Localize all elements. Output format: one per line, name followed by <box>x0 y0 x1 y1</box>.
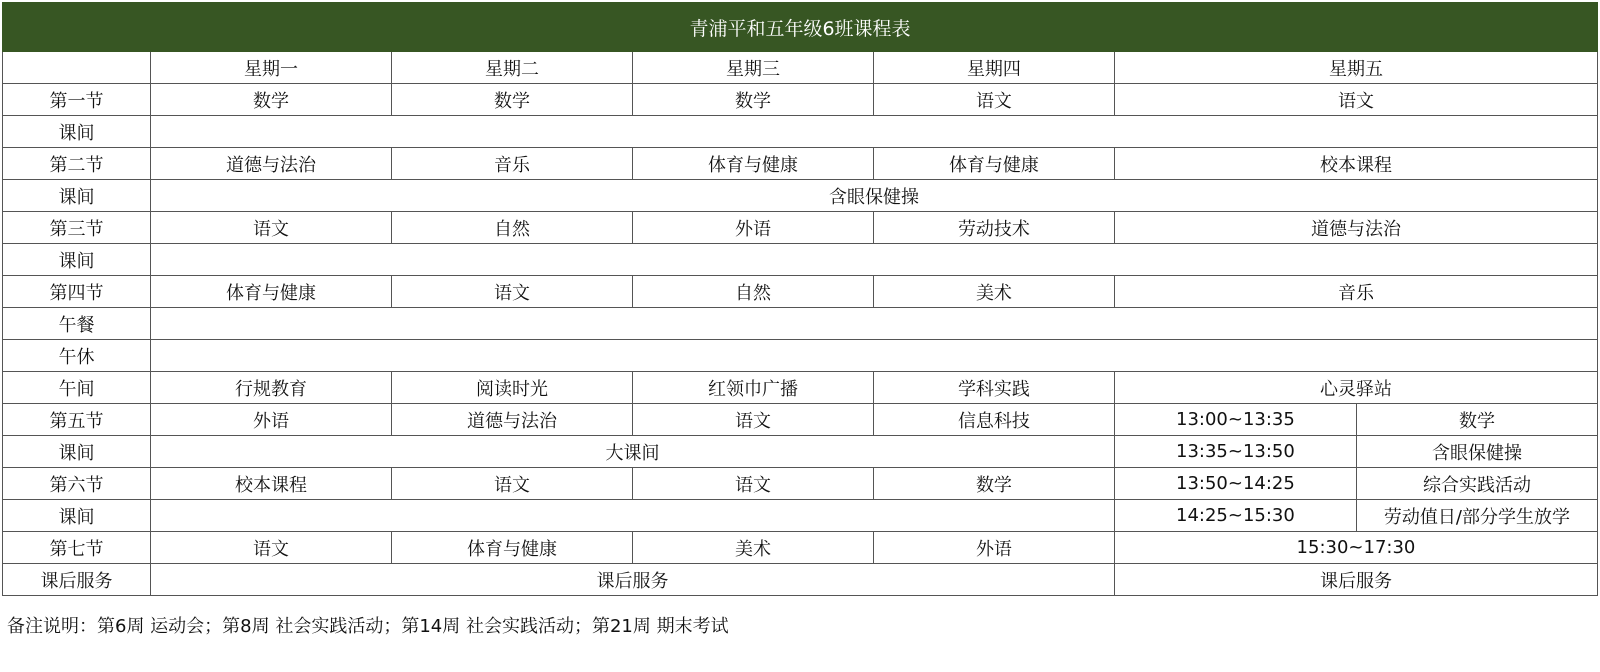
corner-cell <box>3 52 151 84</box>
lesson-cell: 心灵驿站 <box>1114 372 1597 404</box>
friday-time-cell: 14:25~15:30 <box>1114 500 1356 532</box>
friday-item-cell: 含眼保健操 <box>1356 436 1597 468</box>
break-cell <box>151 244 1598 276</box>
lesson-cell: 语文 <box>632 404 873 436</box>
row-label: 课间 <box>3 436 151 468</box>
friday-item-cell: 数学 <box>1356 404 1597 436</box>
break-cell <box>151 500 1115 532</box>
lesson-cell: 语文 <box>873 84 1114 116</box>
row-label: 第七节 <box>3 532 151 564</box>
lesson-cell: 语文 <box>392 468 633 500</box>
row-label: 午间 <box>3 372 151 404</box>
lesson-cell: 信息科技 <box>873 404 1114 436</box>
after-school-cell: 课后服务 <box>151 564 1115 596</box>
timetable <box>2 2 1598 596</box>
lesson-cell: 劳动技术 <box>873 212 1114 244</box>
lesson-cell: 学科实践 <box>873 372 1114 404</box>
lesson-cell: 美术 <box>873 276 1114 308</box>
day-header-tue: 星期二 <box>392 52 633 84</box>
period-7-row <box>3 532 1598 564</box>
break-2-row <box>3 180 1598 212</box>
row-label: 课间 <box>3 180 151 212</box>
row-label: 午休 <box>3 340 151 372</box>
lesson-cell: 语文 <box>1114 84 1597 116</box>
lesson-cell: 音乐 <box>392 148 633 180</box>
period-4-row <box>3 276 1598 308</box>
friday-time-cell: 13:35~13:50 <box>1114 436 1356 468</box>
row-label: 第二节 <box>3 148 151 180</box>
lesson-cell: 体育与健康 <box>873 148 1114 180</box>
lesson-cell: 数学 <box>392 84 633 116</box>
day-header-fri: 星期五 <box>1114 52 1597 84</box>
title-row <box>3 3 1598 52</box>
lesson-cell: 体育与健康 <box>151 276 392 308</box>
nap-row <box>3 340 1598 372</box>
period-5-row <box>3 404 1598 436</box>
lesson-cell: 语文 <box>151 212 392 244</box>
lesson-cell: 校本课程 <box>151 468 392 500</box>
lesson-cell: 体育与健康 <box>632 148 873 180</box>
break-cell: 大课间 <box>151 436 1115 468</box>
break-1-row <box>3 116 1598 148</box>
period-2-row <box>3 148 1598 180</box>
row-label: 第四节 <box>3 276 151 308</box>
lesson-cell: 美术 <box>632 532 873 564</box>
row-label: 课间 <box>3 116 151 148</box>
lunch-row <box>3 308 1598 340</box>
period-6-row <box>3 468 1598 500</box>
lesson-cell: 行规教育 <box>151 372 392 404</box>
friday-item-cell: 综合实践活动 <box>1356 468 1597 500</box>
noon-row <box>3 372 1598 404</box>
row-label: 午餐 <box>3 308 151 340</box>
break-cell <box>151 308 1598 340</box>
row-label: 第一节 <box>3 84 151 116</box>
break-5-row <box>3 436 1598 468</box>
lesson-cell: 外语 <box>151 404 392 436</box>
row-label: 课后服务 <box>3 564 151 596</box>
lesson-cell: 语文 <box>151 532 392 564</box>
break-3-row <box>3 244 1598 276</box>
break-6-row <box>3 500 1598 532</box>
lesson-cell: 道德与法治 <box>392 404 633 436</box>
lesson-cell: 数学 <box>632 84 873 116</box>
timetable-title: 青浦平和五年级6班课程表 <box>3 3 1598 52</box>
lesson-cell: 数学 <box>151 84 392 116</box>
lesson-cell: 阅读时光 <box>392 372 633 404</box>
lesson-cell: 体育与健康 <box>392 532 633 564</box>
after-school-row <box>3 564 1598 596</box>
break-cell: 含眼保健操 <box>151 180 1598 212</box>
row-label: 课间 <box>3 500 151 532</box>
friday-item-cell: 劳动值日/部分学生放学 <box>1356 500 1597 532</box>
lesson-cell: 数学 <box>873 468 1114 500</box>
day-header-thu: 星期四 <box>873 52 1114 84</box>
lesson-cell: 道德与法治 <box>151 148 392 180</box>
break-cell <box>151 340 1598 372</box>
period-1-row <box>3 84 1598 116</box>
row-label: 第五节 <box>3 404 151 436</box>
lesson-cell: 音乐 <box>1114 276 1597 308</box>
lesson-cell: 语文 <box>392 276 633 308</box>
day-header-row <box>3 52 1598 84</box>
lesson-cell: 道德与法治 <box>1114 212 1597 244</box>
lesson-cell: 外语 <box>873 532 1114 564</box>
row-label: 课间 <box>3 244 151 276</box>
friday-time-cell: 13:00~13:35 <box>1114 404 1356 436</box>
lesson-cell: 自然 <box>632 276 873 308</box>
lesson-cell: 红领巾广播 <box>632 372 873 404</box>
lesson-cell: 语文 <box>632 468 873 500</box>
remarks-note: 备注说明：第6周 运动会；第8周 社会实践活动；第14周 社会实践活动；第21周 期末考试 <box>7 616 729 637</box>
break-cell <box>151 116 1598 148</box>
row-label: 第六节 <box>3 468 151 500</box>
friday-time-cell: 13:50~14:25 <box>1114 468 1356 500</box>
lesson-cell: 校本课程 <box>1114 148 1597 180</box>
row-label: 第三节 <box>3 212 151 244</box>
friday-item-cell: 课后服务 <box>1114 564 1597 596</box>
lesson-cell: 自然 <box>392 212 633 244</box>
period-3-row <box>3 212 1598 244</box>
friday-time-cell: 15:30~17:30 <box>1114 532 1597 564</box>
day-header-mon: 星期一 <box>151 52 392 84</box>
day-header-wed: 星期三 <box>632 52 873 84</box>
lesson-cell: 外语 <box>632 212 873 244</box>
